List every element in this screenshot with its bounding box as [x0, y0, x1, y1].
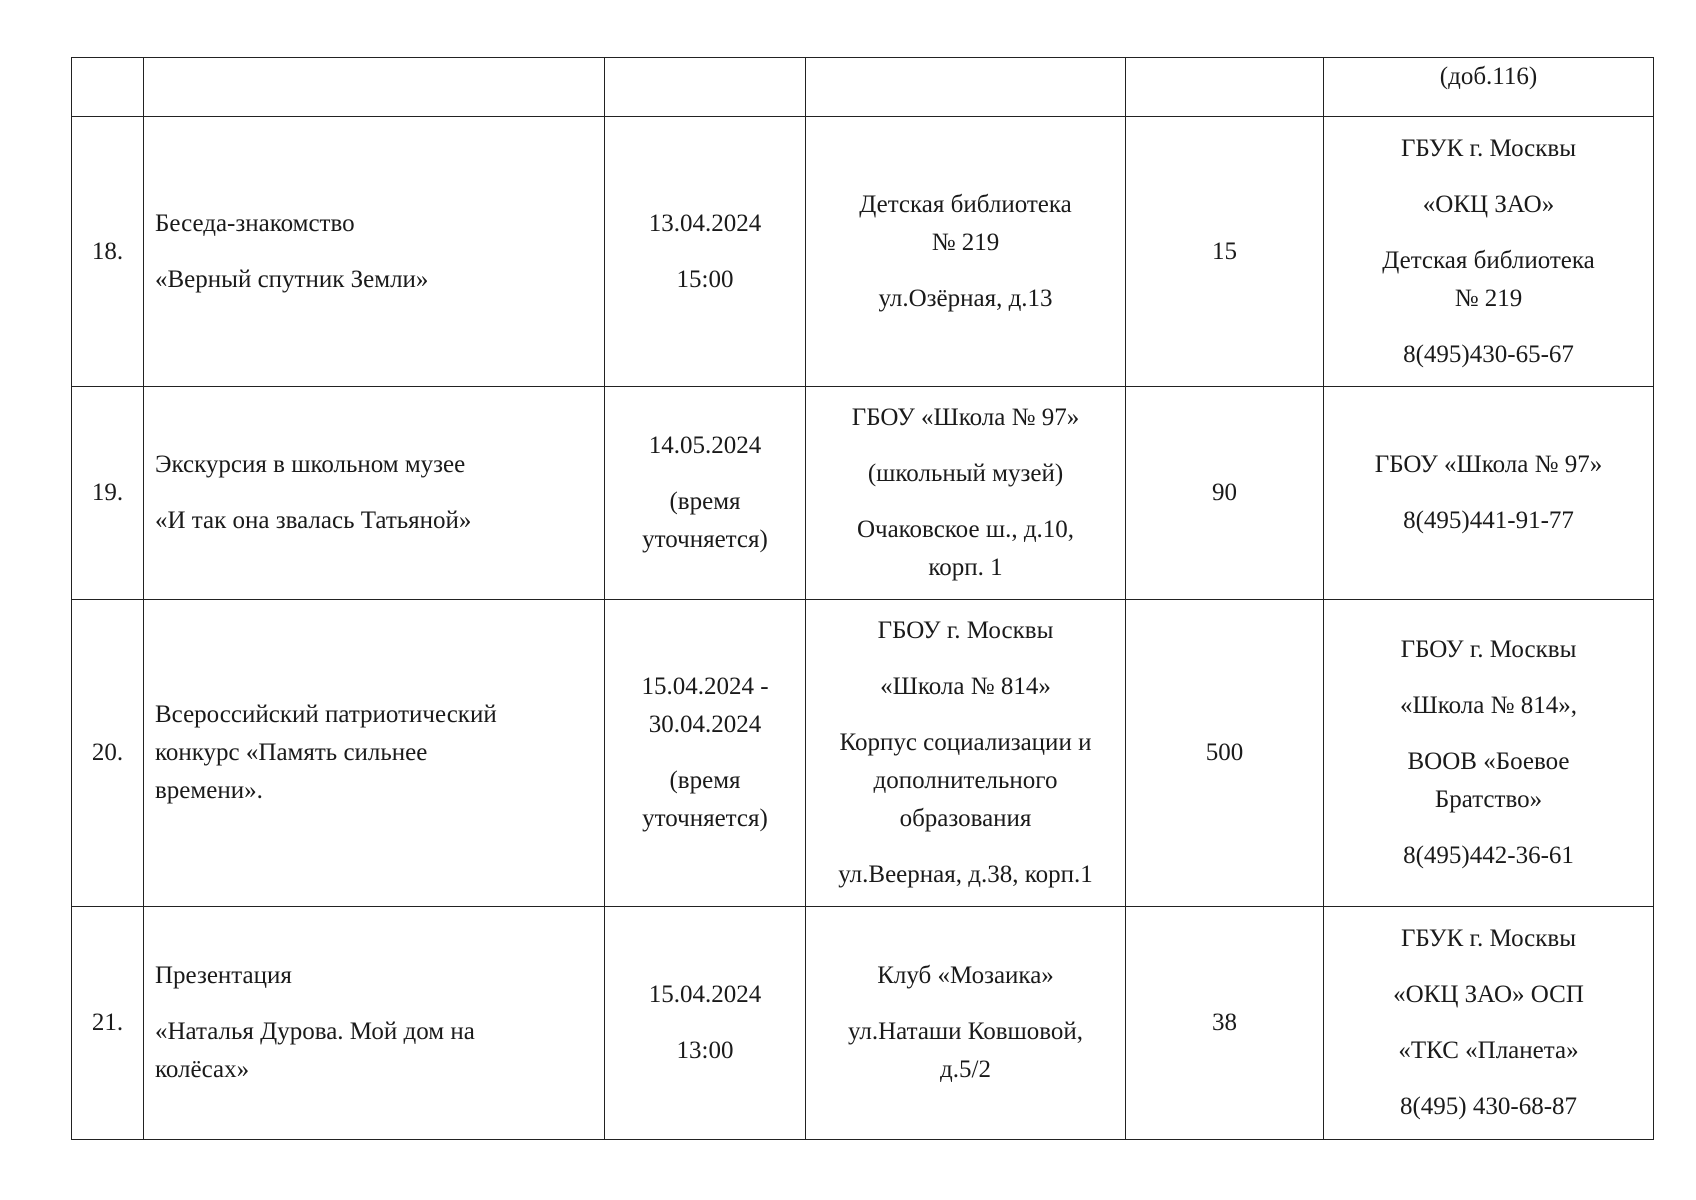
participants-cell [1126, 907, 1324, 1140]
paragraph-gap [615, 744, 795, 762]
event-name-cell [144, 117, 605, 387]
paragraph-gap [1334, 669, 1643, 687]
event-organizer [1334, 446, 1643, 540]
event-name-cell [144, 600, 605, 907]
table-row [72, 58, 1654, 117]
paragraph-gap [1334, 224, 1643, 242]
text-line: 15.04.2024 [648, 981, 762, 1008]
text-line: 8(495) 430-68-87 [1399, 1093, 1578, 1120]
text-line: 8(495)442-36-61 [1403, 842, 1574, 869]
text-line: корп. 1 [928, 554, 1003, 581]
text-line: ул.Наташи Ковшовой, [847, 1018, 1084, 1045]
text-line: Экскурсия в школьном музее [155, 451, 466, 478]
text-line: Корпус социализации и [839, 729, 1092, 756]
participants-count: 15 [1212, 237, 1237, 265]
row-number: 18. [91, 237, 124, 265]
event-venue-cell [806, 387, 1126, 600]
event-venue [816, 612, 1115, 894]
participants-count: 500 [1205, 739, 1244, 766]
paragraph-gap [615, 465, 795, 483]
paragraph-gap [1334, 1070, 1643, 1088]
paragraph-gap [1334, 958, 1643, 976]
paragraph-gap [155, 995, 594, 1013]
text-line: Очаковское ш., д.10, [856, 516, 1075, 543]
text-line: Детская библиотека [859, 190, 1072, 218]
text-line: «Школа № 814», [1400, 692, 1577, 719]
paragraph-gap [615, 243, 795, 261]
text-line: ГБУК г. Москвы [1400, 925, 1577, 952]
event-organizer [1334, 631, 1643, 875]
event-date [615, 668, 795, 838]
row-number-cell [72, 117, 144, 387]
text-line: ВООВ «Боевое [1407, 748, 1570, 775]
text-line: Клуб «Мозаика» [877, 962, 1054, 989]
organizer-cell [1324, 117, 1654, 387]
organizer-cell [1324, 600, 1654, 907]
event-venue-cell [806, 117, 1126, 387]
row-number-cell [72, 387, 144, 600]
participants-cell [1126, 58, 1324, 117]
paragraph-gap [1334, 725, 1643, 743]
table-row [72, 907, 1654, 1140]
event-organizer [1334, 130, 1643, 374]
text-line: ГБОУ г. Москвы [1400, 636, 1577, 663]
text-line: ГБОУ «Школа № 97» [851, 404, 1080, 431]
paragraph-gap [615, 1014, 795, 1032]
row-number: 20. [91, 739, 124, 766]
text-line: «Школа № 814» [880, 673, 1051, 700]
event-name-cell [144, 387, 605, 600]
text-line: 13.04.2024 [648, 209, 762, 237]
event-date-cell [605, 117, 806, 387]
paragraph-gap [816, 838, 1115, 856]
event-venue [816, 957, 1115, 1089]
text-line: № 219 [931, 228, 1000, 256]
text-line: 30.04.2024 [648, 711, 762, 738]
text-line: «ОКЦ ЗАО» ОСП [1393, 981, 1584, 1008]
event-name-cell [144, 58, 605, 117]
paragraph-gap [816, 650, 1115, 668]
event-date-cell [605, 600, 806, 907]
text-line: (время [669, 767, 741, 794]
event-name [155, 446, 594, 540]
event-venue [816, 186, 1115, 318]
event-organizer [1334, 58, 1643, 96]
participants-cell [1126, 387, 1324, 600]
participants-count: 38 [1212, 1009, 1237, 1036]
row-number-cell [72, 907, 144, 1140]
row-number: 21. [91, 1009, 124, 1036]
text-line: «И так она звалась Татьяной» [155, 507, 472, 534]
organizer-cell [1324, 907, 1654, 1140]
organizer-cell [1324, 387, 1654, 600]
event-venue [816, 399, 1115, 587]
paragraph-gap [1334, 318, 1643, 336]
event-venue-cell [806, 907, 1126, 1140]
event-venue-cell [806, 58, 1126, 117]
text-line: «ТКС «Планета» [1398, 1037, 1579, 1064]
paragraph-gap [816, 995, 1115, 1013]
event-name [155, 205, 594, 299]
text-line: уточняется) [642, 526, 768, 553]
event-organizer [1334, 920, 1643, 1126]
text-line: 14.05.2024 [648, 432, 762, 459]
organizer-cell [1324, 58, 1654, 117]
event-date-cell [605, 58, 806, 117]
text-line: Беседа-знакомство [155, 209, 355, 237]
paragraph-gap [816, 493, 1115, 511]
event-name [155, 957, 594, 1089]
text-line: 15.04.2024 - [641, 673, 769, 700]
table-row [72, 387, 1654, 600]
events-table-body [72, 58, 1654, 1140]
text-line: ул.Озёрная, д.13 [878, 284, 1053, 312]
participants-count: 90 [1212, 479, 1237, 506]
event-venue-cell [806, 600, 1126, 907]
event-date-cell [605, 907, 806, 1140]
text-line: Братство» [1434, 786, 1543, 813]
text-line: (время [669, 488, 741, 515]
text-line: 15:00 [676, 265, 734, 293]
paragraph-gap [1334, 484, 1643, 502]
text-line: 8(495)441-91-77 [1403, 507, 1574, 534]
participants-cell [1126, 117, 1324, 387]
text-line: Всероссийский патриотический [155, 701, 497, 728]
table-row [72, 117, 1654, 387]
text-line: № 219 [1454, 284, 1523, 312]
text-line: ГБОУ «Школа № 97» [1374, 451, 1603, 478]
text-line: «Верный спутник Земли» [155, 265, 429, 293]
event-date [615, 976, 795, 1070]
paragraph-gap [155, 484, 594, 502]
paragraph-gap [1334, 168, 1643, 186]
text-line: колёсах» [155, 1056, 250, 1083]
text-line: образования [899, 805, 1032, 832]
text-line: ГБУК г. Москвы [1400, 134, 1577, 162]
text-line: ГБОУ г. Москвы [877, 617, 1054, 644]
text-line: ул.Веерная, д.38, корп.1 [838, 861, 1093, 888]
table-row [72, 600, 1654, 907]
event-name [155, 696, 594, 810]
text-line: Детская библиотека [1382, 246, 1595, 274]
text-line: 8(495)430-65-67 [1403, 340, 1574, 368]
paragraph-gap [1334, 1014, 1643, 1032]
participants-cell [1126, 600, 1324, 907]
text-line: времени». [155, 777, 263, 804]
paragraph-gap [816, 262, 1115, 280]
row-number-cell [72, 58, 144, 117]
text-line: «Наталья Дурова. Мой дом на [155, 1018, 475, 1045]
text-line: уточняется) [642, 805, 768, 832]
text-line: д.5/2 [940, 1056, 991, 1083]
text-line: конкурс «Память сильнее [155, 739, 428, 766]
event-date [615, 427, 795, 559]
text-line: 13:00 [676, 1037, 734, 1064]
text-line: (школьный музей) [867, 460, 1064, 487]
text-line: дополнительного [873, 767, 1058, 794]
row-number-cell [72, 600, 144, 907]
events-table [71, 57, 1654, 1140]
paragraph-gap [1334, 819, 1643, 837]
paragraph-gap [816, 706, 1115, 724]
text-line: (доб.116) [1439, 63, 1538, 90]
text-line: «ОКЦ ЗАО» [1422, 190, 1555, 218]
paragraph-gap [816, 437, 1115, 455]
event-name-cell [144, 907, 605, 1140]
event-date [615, 205, 795, 299]
text-line: Презентация [155, 962, 292, 989]
event-date-cell [605, 387, 806, 600]
row-number: 19. [91, 479, 124, 506]
paragraph-gap [155, 243, 594, 261]
